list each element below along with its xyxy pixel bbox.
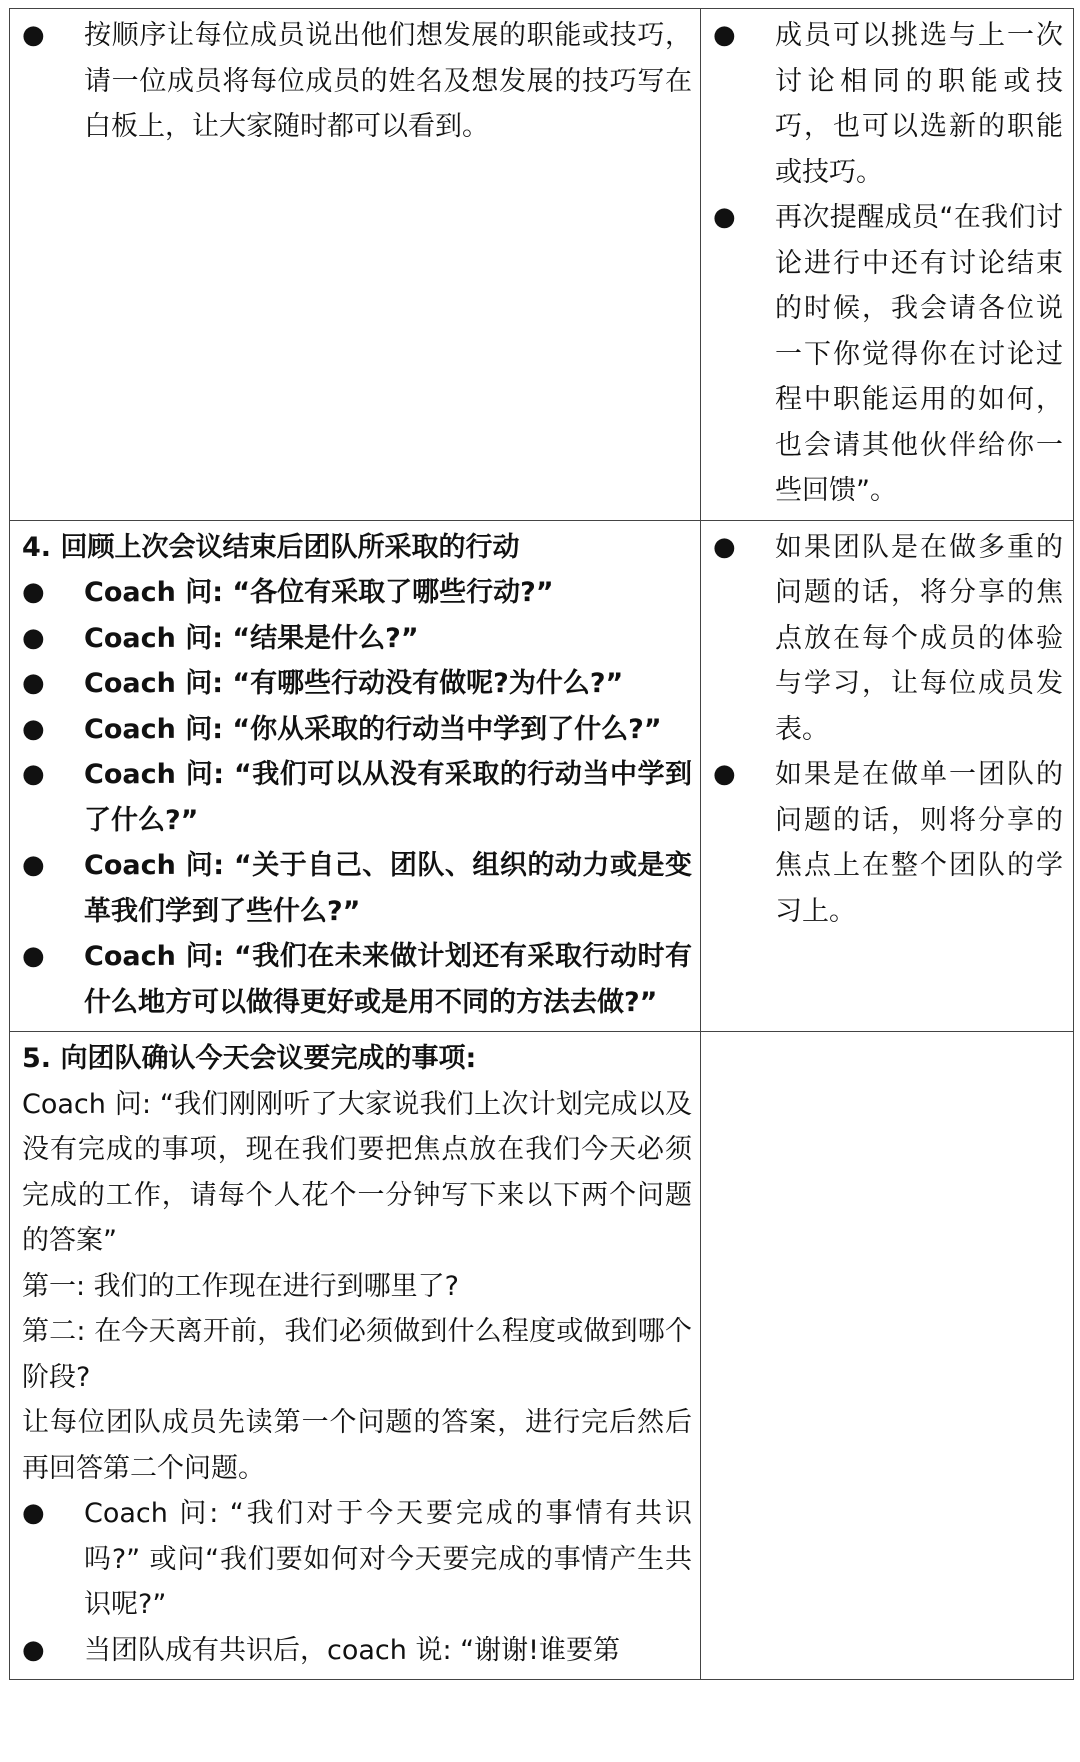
bullet-icon: ●: [22, 713, 45, 744]
bullet-item: [22, 13, 692, 150]
bullet-icon: ●: [22, 577, 45, 607]
bullet-icon: ●: [22, 1634, 45, 1665]
coach-question: Coach 问: “各位有采取了哪些行动?”: [84, 577, 554, 608]
paragraph: Coach 问: “我们刚刚听了大家说我们上次计划完成以及没有完成的事项，现在我们要把焦点放在我们今天必须完成的工作，请每个人花个一分钟写下来以下两个问题的答案”: [22, 1088, 692, 1256]
section-heading: 4. 回顾上次会议结束后团队所采取的行动: [22, 531, 520, 563]
table-cell-right-empty: [701, 1032, 1074, 1680]
bullet-text: Coach 问: “我们对于今天要完成的事情有共识吗?” 或问“我们要如何对今天要完成的事情产生共识呢?”: [84, 1498, 692, 1620]
coach-question: Coach 问: “有哪些行动没有做呢?为什么?”: [84, 668, 624, 699]
coach-question: Coach 问: “我们可以从没有采取的行动当中学到了什么?”: [84, 759, 692, 836]
coach-question: Coach 问: “关于自己、团队、组织的动力或是变革我们学到了些什么?”: [84, 850, 692, 927]
bullet-item: [713, 13, 1063, 195]
bullet-icon: ●: [22, 850, 45, 880]
table-row: [10, 1032, 1074, 1680]
bullet-icon: ●: [22, 622, 45, 653]
bullet-item: [22, 1628, 692, 1674]
bullet-icon: ●: [713, 759, 736, 789]
table-row: [10, 520, 1074, 1032]
paragraph: 第一: 我们的工作现在进行到哪里了?: [22, 1270, 460, 1302]
bullet-item: [22, 661, 692, 707]
coach-question: Coach 问: “我们在未来做计划还有采取行动时有什么地方可以做得更好或是用不同的方法去做?”: [84, 941, 692, 1018]
bullet-icon: ●: [22, 1498, 45, 1528]
bullet-item: [22, 616, 692, 662]
paragraph: 让每位团队成员先读第一个问题的答案，进行完后然后再回答第二个问题。: [22, 1407, 692, 1484]
coach-question: Coach 问: “结果是什么?”: [84, 622, 419, 654]
bullet-item: [713, 752, 1063, 934]
coach-question: Coach 问: “你从采取的行动当中学到了什么?”: [84, 713, 662, 745]
table-cell-left: [10, 1032, 701, 1680]
procedure-table: [9, 8, 1074, 1680]
bullet-item: [22, 570, 692, 616]
table-cell-left: [10, 9, 701, 521]
bullet-text: 成员可以挑选与上一次讨论相同的职能或技巧，也可以选新的职能或技巧。: [775, 20, 1063, 188]
bullet-text: 按顺序让每位成员说出他们想发展的职能或技巧，请一位成员将每位成员的姓名及想发展的技巧写在白板上，让大家随时都可以看到。: [84, 20, 692, 142]
bullet-icon: ●: [713, 531, 736, 562]
bullet-text: 当团队成有共识后，coach 说: “谢谢!谁要第: [84, 1634, 620, 1666]
bullet-icon: ●: [22, 668, 45, 698]
bullet-item: [713, 525, 1063, 753]
bullet-icon: ●: [713, 20, 736, 50]
bullet-text: 如果团队是在做多重的问题的话，将分享的焦点放在每个成员的体验与学习，让每位成员发表。: [775, 531, 1063, 745]
paragraph: 第二: 在今天离开前，我们必须做到什么程度或做到哪个阶段?: [22, 1316, 692, 1393]
bullet-icon: ●: [713, 202, 736, 232]
bullet-item: [22, 707, 692, 753]
document-page: [9, 8, 1071, 1680]
bullet-icon: ●: [22, 759, 45, 789]
bullet-icon: ●: [22, 941, 45, 971]
bullet-icon: ●: [22, 20, 45, 50]
bullet-item: [22, 934, 692, 1025]
table-cell-left: [10, 520, 701, 1032]
bullet-item: [22, 1491, 692, 1628]
bullet-text: 如果是在做单一团队的问题的话，则将分享的焦点上在整个团队的学习上。: [775, 759, 1063, 927]
bullet-item: [22, 843, 692, 934]
table-cell-right: [701, 520, 1074, 1032]
bullet-item: [713, 195, 1063, 514]
table-row: [10, 9, 1074, 521]
bullet-item: [22, 752, 692, 843]
section-heading: 5. 向团队确认今天会议要完成的事项:: [22, 1043, 477, 1074]
bullet-text: 再次提醒成员“在我们讨论进行中还有讨论结束的时候，我会请各位说一下你觉得你在讨论过程中职能运用的如何，也会请其他伙伴给你一些回馈”。: [775, 202, 1063, 506]
table-cell-right: [701, 9, 1074, 521]
